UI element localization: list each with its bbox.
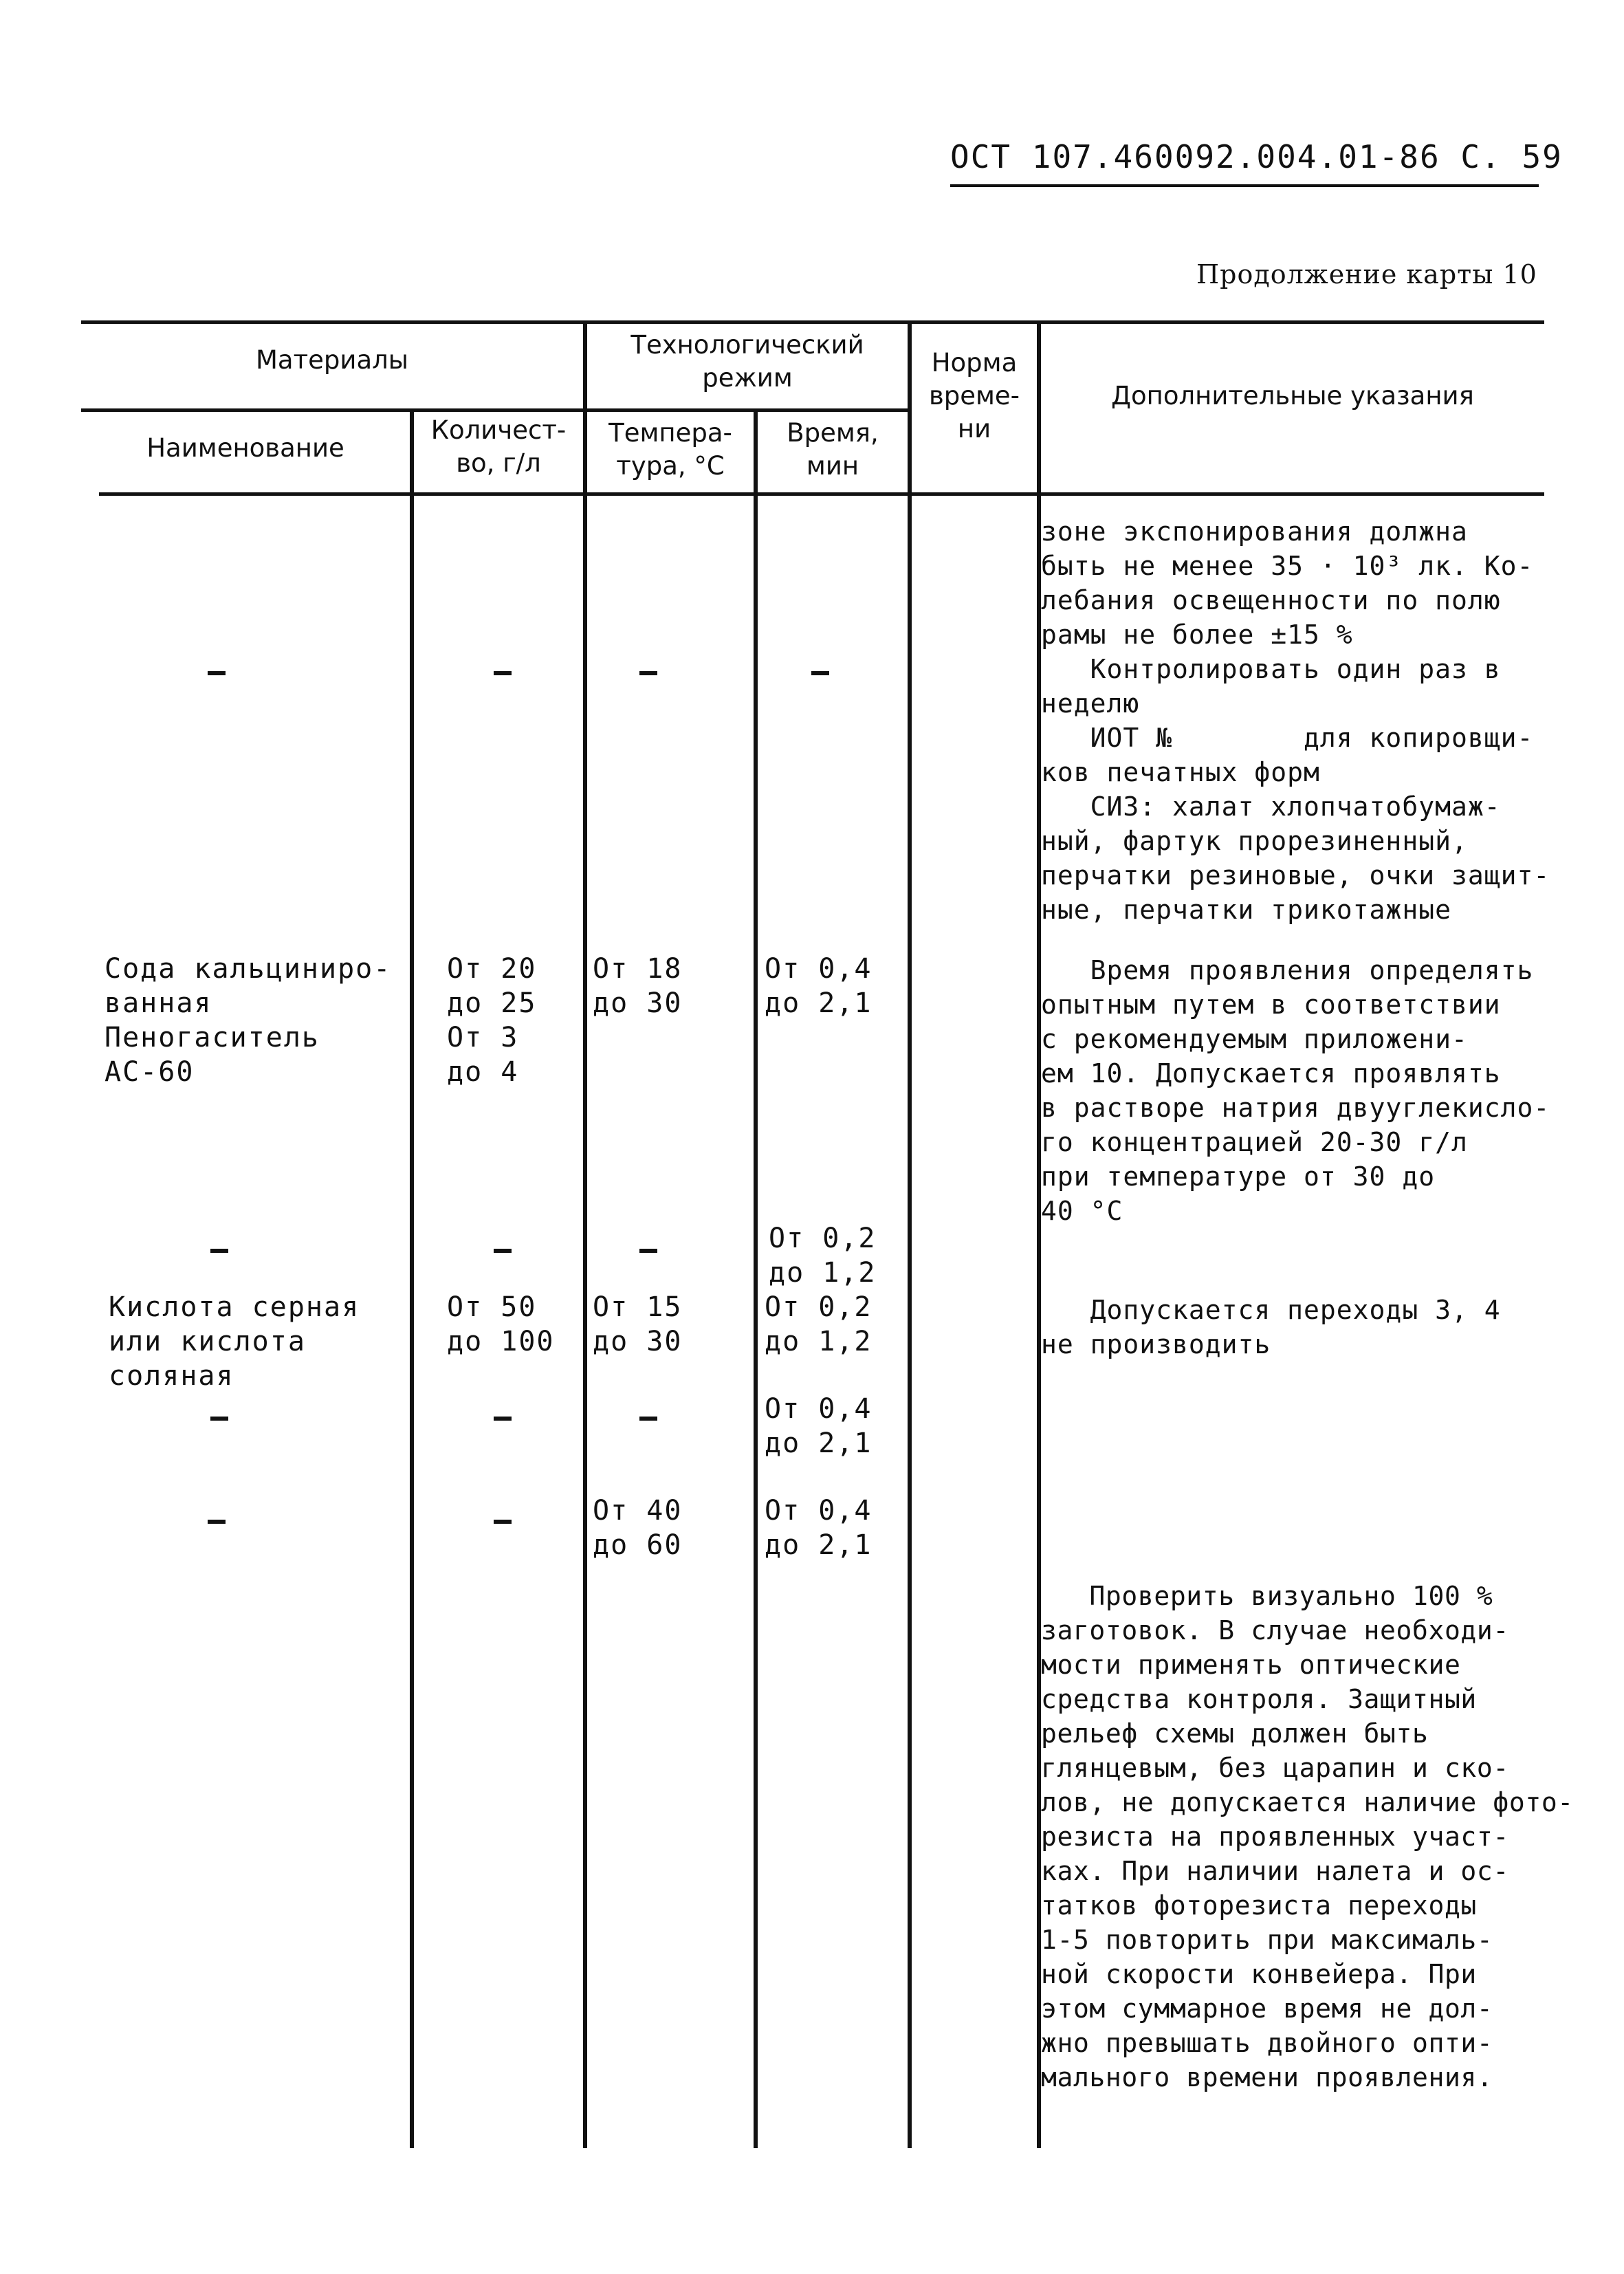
continuation-label: Продолжение карты 10 — [1196, 259, 1537, 289]
row5-name-dash — [208, 1520, 226, 1524]
notes-line: го концентрацией 20-30 г/л — [1041, 1127, 1468, 1157]
header-tech-mode: Технологический режим — [630, 330, 864, 393]
temperature-line: до 30 — [593, 1326, 683, 1357]
notes-line: татков фоторезиста переходы — [1041, 1890, 1477, 1921]
row0-notes — [1041, 514, 1563, 927]
notes-line: рельеф схемы должен быть — [1041, 1718, 1429, 1749]
header-notes: Дополнительные указания — [1111, 381, 1474, 411]
notes-line: Время проявления определять — [1041, 955, 1534, 985]
row1-name — [105, 952, 391, 1089]
name-line: соляная — [109, 1360, 234, 1392]
notes-line: резиста на проявленных участ- — [1041, 1822, 1509, 1852]
row1-time — [765, 952, 873, 1020]
notes-line: опытным путем в соответствии — [1041, 990, 1501, 1020]
row1-quantity — [447, 952, 536, 1089]
notes-line: Контролировать один раз в — [1041, 654, 1501, 684]
notes-line: лов, не допускается наличие фото- — [1041, 1787, 1574, 1817]
notes-line: ков печатных форм — [1041, 757, 1320, 787]
notes-line: Допускается переходы 3, 4 — [1041, 1295, 1501, 1325]
materials-divider-rule — [81, 408, 583, 412]
notes-line: глянцевым, без царапин и ско- — [1041, 1753, 1509, 1783]
row2-time — [769, 1221, 877, 1290]
header-name: Наименование — [146, 433, 344, 463]
notes-line: средства контроля. Защитный — [1041, 1684, 1477, 1714]
row3-quantity — [447, 1290, 555, 1359]
time-line: От 0,4 — [765, 1495, 873, 1527]
time-line: до 2,1 — [765, 1428, 873, 1459]
row3-temperature — [593, 1290, 682, 1359]
column-rule-2 — [583, 320, 587, 2148]
notes-line: 1-5 повторить при максималь- — [1041, 1925, 1493, 1955]
temperature-line: От 18 — [593, 953, 683, 985]
row0-temperature-dash — [639, 671, 657, 675]
document-reference: ОСТ 107.460092.004.01-86 С. 59 — [950, 138, 1563, 175]
row4-quantity-dash — [494, 1417, 512, 1421]
time-line: до 2,1 — [765, 987, 873, 1019]
temperature-line: до 60 — [593, 1529, 683, 1561]
time-line: От 0,4 — [765, 953, 873, 985]
notes-line: в растворе натрия двууглекисло- — [1041, 1093, 1550, 1123]
header-time-norm: Норма време- ни — [928, 348, 1020, 444]
notes-line: Проверить визуально 100 % — [1041, 1581, 1493, 1611]
header-underline — [950, 184, 1539, 187]
notes-line: заготовок. В случае необходи- — [1041, 1615, 1509, 1646]
name-line: АС-60 — [105, 1056, 195, 1088]
notes-line: этом суммарное время не дол- — [1041, 1993, 1493, 2024]
row5-time — [765, 1494, 873, 1562]
notes-line: при температуре от 30 до — [1041, 1161, 1436, 1192]
quantity-line: От 50 — [447, 1291, 537, 1323]
column-rule-4 — [908, 320, 912, 2148]
name-line: или кислота — [109, 1326, 306, 1357]
notes-line: быть не менее 35 · 10³ лк. Ко- — [1041, 551, 1534, 581]
name-line: Кислота серная — [109, 1291, 360, 1323]
row3-notes — [1041, 1293, 1563, 1362]
row4-time — [765, 1392, 873, 1461]
notes-line: не производить — [1041, 1329, 1271, 1359]
name-line: Пеногаситель — [105, 1022, 320, 1053]
notes-line: ный, фартук прорезиненный, — [1041, 826, 1468, 856]
row4-name-dash — [210, 1417, 228, 1421]
quantity-line: до 4 — [447, 1056, 519, 1088]
notes-line: мального времени проявления. — [1041, 2062, 1493, 2092]
notes-line: мости применять оптические — [1041, 1650, 1461, 1680]
row2-name-dash — [210, 1249, 228, 1253]
notes-line: зоне экспонирования должна — [1041, 516, 1468, 547]
row1-notes — [1041, 953, 1563, 1228]
quantity-line: От 3 — [447, 1022, 519, 1053]
row2-quantity-dash — [494, 1249, 512, 1253]
time-line: От 0,2 — [769, 1223, 877, 1254]
row5-temperature — [593, 1494, 682, 1562]
row3-time — [765, 1290, 873, 1359]
notes-line: неделю — [1041, 688, 1140, 719]
name-line: Сода кальциниро- — [105, 953, 392, 985]
row0-quantity-dash — [494, 671, 512, 675]
techmode-divider-rule — [583, 408, 912, 412]
notes-line: СИЗ: халат хлопчатобумаж- — [1041, 791, 1501, 822]
notes-line: ем 10. Допускается проявлять — [1041, 1058, 1501, 1089]
row2-temperature-dash — [639, 1249, 657, 1253]
header-time: Время, мин — [787, 418, 879, 481]
time-line: до 1,2 — [769, 1257, 877, 1289]
notes-line: перчатки резиновые, очки защит- — [1041, 860, 1550, 890]
row3-name — [109, 1290, 360, 1393]
row6-notes — [1041, 1579, 1574, 2095]
header-quantity: Количест- во, г/л — [430, 415, 567, 478]
row4-temperature-dash — [639, 1417, 657, 1421]
time-line: до 2,1 — [765, 1529, 873, 1561]
notes-line: ИОТ № для копировщи- — [1041, 723, 1534, 753]
time-line: От 0,2 — [765, 1291, 873, 1323]
column-rule-1 — [410, 408, 414, 2148]
temperature-line: От 40 — [593, 1495, 683, 1527]
row0-name-dash — [208, 671, 226, 675]
time-line: до 1,2 — [765, 1326, 873, 1357]
quantity-line: От 20 — [447, 953, 537, 985]
column-rule-3 — [754, 408, 758, 2148]
notes-line: 40 °С — [1041, 1196, 1123, 1226]
row5-quantity-dash — [494, 1520, 512, 1524]
temperature-line: От 15 — [593, 1291, 683, 1323]
header-bottom-rule — [99, 492, 1544, 496]
notes-line: ной скорости конвейера. При — [1041, 1959, 1477, 1989]
row0-time-dash — [811, 671, 829, 675]
time-line: От 0,4 — [765, 1393, 873, 1425]
notes-line: ные, перчатки трикотажные — [1041, 895, 1451, 925]
row1-temperature — [593, 952, 682, 1020]
table-top-rule — [81, 320, 1544, 324]
notes-line: с рекомендуемым приложени- — [1041, 1024, 1468, 1054]
notes-line: лебания освещенности по полю — [1041, 585, 1501, 615]
header-temperature: Темпера- тура, °С — [608, 418, 732, 481]
header-materials: Материалы — [256, 345, 408, 375]
quantity-line: до 25 — [447, 987, 537, 1019]
name-line: ванная — [105, 987, 212, 1019]
notes-line: жно превышать двойного опти- — [1041, 2028, 1493, 2058]
notes-line: рамы не более ±15 % — [1041, 620, 1353, 650]
quantity-line: до 100 — [447, 1326, 555, 1357]
notes-line: ках. При наличии налета и ос- — [1041, 1856, 1509, 1886]
temperature-line: до 30 — [593, 987, 683, 1019]
